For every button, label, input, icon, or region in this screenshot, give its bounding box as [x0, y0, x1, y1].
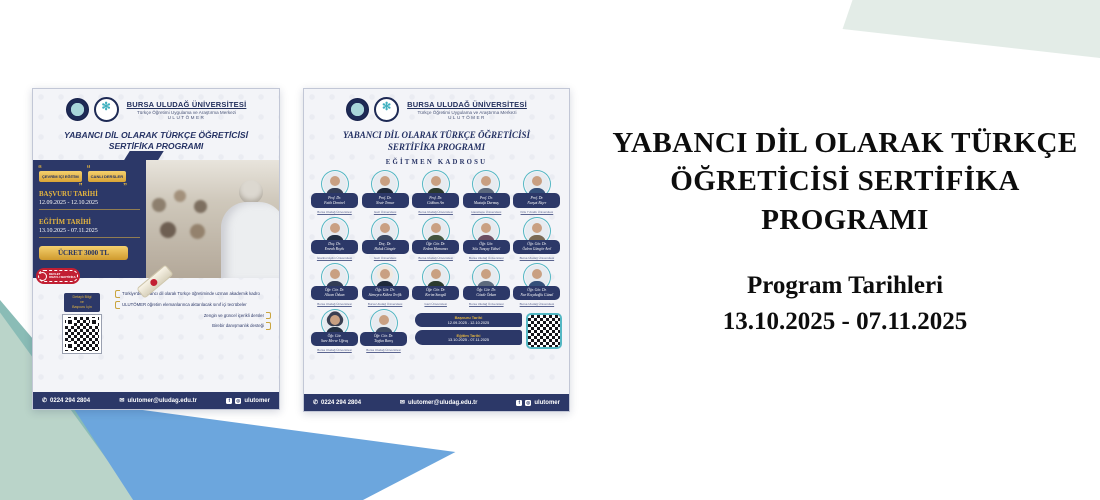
instructor-university: Bursa Uludağ Üniversitesi: [469, 301, 504, 306]
instructor-name-plate: Öğr. Gör. Dr. Nur Koçakoğlu Günal: [513, 286, 560, 301]
instagram-icon: ◎: [236, 397, 241, 403]
instructor-university: Bursa Uludağ Üniversitesi: [317, 209, 352, 214]
instructor-university: Bursa Uludağ Üniversitesi: [418, 255, 453, 260]
education-date-label: EĞİTİM TARİHİ: [39, 219, 92, 227]
university-name: BURSA ULUDAĞ ÜNİVERSİTESİ: [407, 99, 527, 109]
feature-item: Zengin ve güncel içerikli dersler: [204, 313, 271, 319]
program-info-panel: [33, 160, 146, 278]
banner-subtitle: Program Tarihleri: [746, 271, 944, 299]
instructor-name-plate: Doç. Dr. Haluk Güngör: [362, 240, 409, 255]
instructor-name-plate: Prof. Dr. Gökhan Arı: [412, 193, 459, 208]
instructor-card: [362, 170, 409, 213]
university-seal-icon: [66, 98, 89, 121]
poster2-title: YABANCI DİL OLARAK TÜRKÇE ÖĞRETİCİSİ SERTİFİKA PROGRAMI: [342, 130, 531, 152]
instructor-card: [513, 170, 560, 213]
instructor-card: [311, 217, 358, 260]
instructor-name-plate: Öğr. Gör. Dr. Tayfun Barış: [360, 332, 407, 347]
poster1-hero: [33, 160, 279, 278]
instructor-card: [362, 263, 409, 306]
instructor-card: [311, 309, 358, 352]
instructor-name-plate: Öğr. Gör. Dr. Sümeyra Kübra Tevfik: [362, 286, 409, 301]
instructor-card: [311, 263, 358, 306]
instructor-photo: [525, 219, 549, 243]
ulutomer-logo-icon: ✻: [94, 97, 119, 122]
education-date-value: 13.10.2025 - 07.11.2025: [39, 226, 140, 238]
instructor-university: Bursa Uludağ Üniversitesi: [519, 301, 555, 306]
facebook-icon: f: [226, 398, 232, 404]
instructors-section-title: EĞİTMEN KADROSU: [385, 159, 488, 167]
instructor-university: Gazi Üniversitesi: [373, 209, 397, 214]
instructor-card: [362, 217, 409, 260]
phone-icon: ✆: [42, 398, 48, 404]
instructor-university: Bursa Uludağ Üniversitesi: [317, 347, 352, 352]
feature-list: [115, 291, 271, 392]
instructor-card: [513, 217, 560, 260]
phone-contact: ✆ 0224 294 2804: [313, 399, 362, 406]
feature-item: ULUTÖMER öğretim elemanlarınca aktarılacak sınıf içi tecrübeler: [115, 302, 247, 308]
instructor-card: [360, 309, 407, 352]
poster2-footer: [304, 394, 569, 411]
edevlet-icon: [38, 272, 47, 281]
instructor-university: Bursa Uludağ Üniversitesi: [469, 255, 504, 260]
instructors-poster-thumbnail[interactable]: [303, 88, 570, 412]
center-acronym: ULUTÖMER: [167, 114, 206, 120]
instructor-photo: [373, 219, 397, 243]
feature-item: Birebir danışmanlık desteği: [212, 323, 271, 329]
badge-row: [39, 171, 140, 182]
instructor-name-plate: Prof. Dr. Nurşat Biçer: [513, 193, 560, 208]
application-date-label: BAŞVURU TARİHİ: [39, 191, 98, 199]
instructor-university: Kilis 7 Aralık Üniversitesi: [520, 209, 554, 214]
instructor-name-plate: Prof. Dr. Mustafa Durmuş: [463, 193, 510, 208]
instructor-university: Bursa Uludağ Üniversitesi: [519, 255, 555, 260]
instructor-card: [412, 170, 459, 213]
instructor-name-plate: Öğr. Gör. Dr. Özlem Güngör Arel: [513, 240, 560, 255]
instructor-name-plate: Öğr. Gör. Dr. Kerim Sarıgül: [412, 286, 459, 301]
phone-contact: ✆ 0224 294 2804: [42, 397, 91, 404]
university-name: BURSA ULUDAĞ ÜNİVERSİTESİ: [126, 99, 247, 109]
date-pill: Eğitim Tarihi 13.10.2025 - 07.11.2025: [415, 330, 522, 345]
email-contact: ✉ ulutomer@uludag.edu.tr: [119, 397, 197, 404]
instructor-photo: [474, 219, 498, 243]
mail-icon: ✉: [399, 400, 405, 406]
poster1-header: [33, 89, 279, 124]
instructor-photo: [424, 219, 448, 243]
email-contact: ✉ ulutomer@uludag.edu.tr: [399, 399, 478, 406]
instructor-card: [513, 263, 560, 306]
instructor-name-plate: Öğr. Gör. Dr. Gözde Özkan: [463, 286, 510, 301]
instructor-grid-last-row: [304, 309, 569, 352]
instructor-card: [311, 170, 358, 213]
poster1-details: [33, 272, 279, 392]
instructor-card: [412, 263, 459, 306]
instructor-university: Bursa Uludağ Üniversitesi: [418, 209, 453, 214]
instructor-card: [463, 263, 510, 306]
banner-dates: 13.10.2025 - 07.11.2025: [722, 307, 968, 335]
qr-caption: Detaylı Bilgi ve Başvuru İçin: [64, 293, 100, 312]
application-date-value: 12.09.2025 - 12.10.2025: [39, 198, 140, 210]
instructor-name-plate: Öğr. Gör. Dr. Alican Özkan: [311, 286, 358, 301]
classroom-photo: [146, 160, 279, 278]
phone-icon: ✆: [313, 400, 319, 406]
teacher-figure: [239, 180, 263, 204]
ulutomer-logo-icon: ✻: [374, 97, 399, 122]
instructor-name-plate: Öğr. Gör. Dr. Erdem Hamamcı: [412, 240, 459, 255]
banner-title: YABANCI DİL OLARAK TÜRKÇE ÖĞRETİCİSİ SERTİFİKA PROGRAMI: [612, 127, 1078, 236]
instructor-card: [412, 217, 459, 260]
qr-code: [526, 313, 562, 349]
qr-code: [63, 315, 101, 353]
banner-text-panel: [598, 124, 1092, 336]
university-seal-icon: [346, 98, 369, 121]
instructor-university: İstanbul Aydın Üniversitesi: [316, 255, 353, 260]
instructor-university: Bursa Uludağ Üniversitesi: [317, 301, 352, 306]
instructor-name-plate: Prof. Dr. Fatih Demirel: [311, 193, 358, 208]
instructor-university: Bursa Uludağ Üniversitesi: [367, 301, 403, 306]
instructor-card: [463, 170, 510, 213]
center-name: Türkçe Öğretimi Uygulama ve Araştırma Merkezi: [136, 109, 237, 115]
instructor-name-plate: Doç. Dr. Emrah Boylu: [311, 240, 358, 255]
format-badge: “ ÇEVRİM İÇİ EĞİTİM ”: [39, 171, 82, 182]
date-pill: Başvuru Tarihi 12.09.2025 - 12.10.2025: [415, 313, 522, 328]
instagram-icon: ◎: [526, 399, 531, 405]
mail-icon: ✉: [119, 398, 125, 404]
state-approved-badge: DEVLET ONAYLI SERTİFİKA: [36, 268, 80, 284]
instructor-university: Gazi Üniversitesi: [424, 301, 447, 306]
poster2-header: [304, 89, 569, 124]
facebook-icon: f: [516, 400, 522, 406]
instructor-name-plate: Prof. Dr. Nezir Temur: [362, 193, 409, 208]
format-badge: “ CANLI DERSLER ”: [88, 171, 126, 182]
feature-item: Türkiye'de yabancı dil olarak Türkçe öğretiminde uzman akademik kadro: [115, 291, 260, 297]
social-contact: f ◎ ulutomer: [226, 398, 270, 404]
instructor-name-plate: Öğr. Gör. Sare Merve Uğraş: [311, 332, 358, 347]
instructor-grid: [304, 170, 569, 305]
instructor-name-plate: Öğr. Gör. Sıla Tunçay Yüksel: [463, 240, 510, 255]
instructor-university: Gazi Üniversitesi: [373, 255, 397, 260]
poster1-footer: [33, 392, 279, 409]
fee-badge: ÜCRET 3000 TL: [39, 246, 128, 260]
poster1-title: YABANCI DİL OLARAK TÜRKÇE ÖĞRETİCİSİ SERTİFİKA PROGRAMI: [64, 130, 248, 152]
center-acronym: ULUTÖMER: [448, 114, 486, 120]
instructor-card: [463, 217, 510, 260]
social-contact: f ◎ ulutomer: [516, 400, 560, 406]
instructor-photo: [323, 219, 347, 243]
program-poster-thumbnail[interactable]: [32, 88, 280, 410]
date-pills: [415, 313, 522, 345]
center-name: Türkçe Öğretimi Uygulama ve Araştırma Merkezi: [417, 109, 517, 115]
instructor-university: Hacettepe Üniversitesi: [471, 209, 502, 214]
instructor-university: Bursa Uludağ Üniversitesi: [366, 347, 401, 352]
